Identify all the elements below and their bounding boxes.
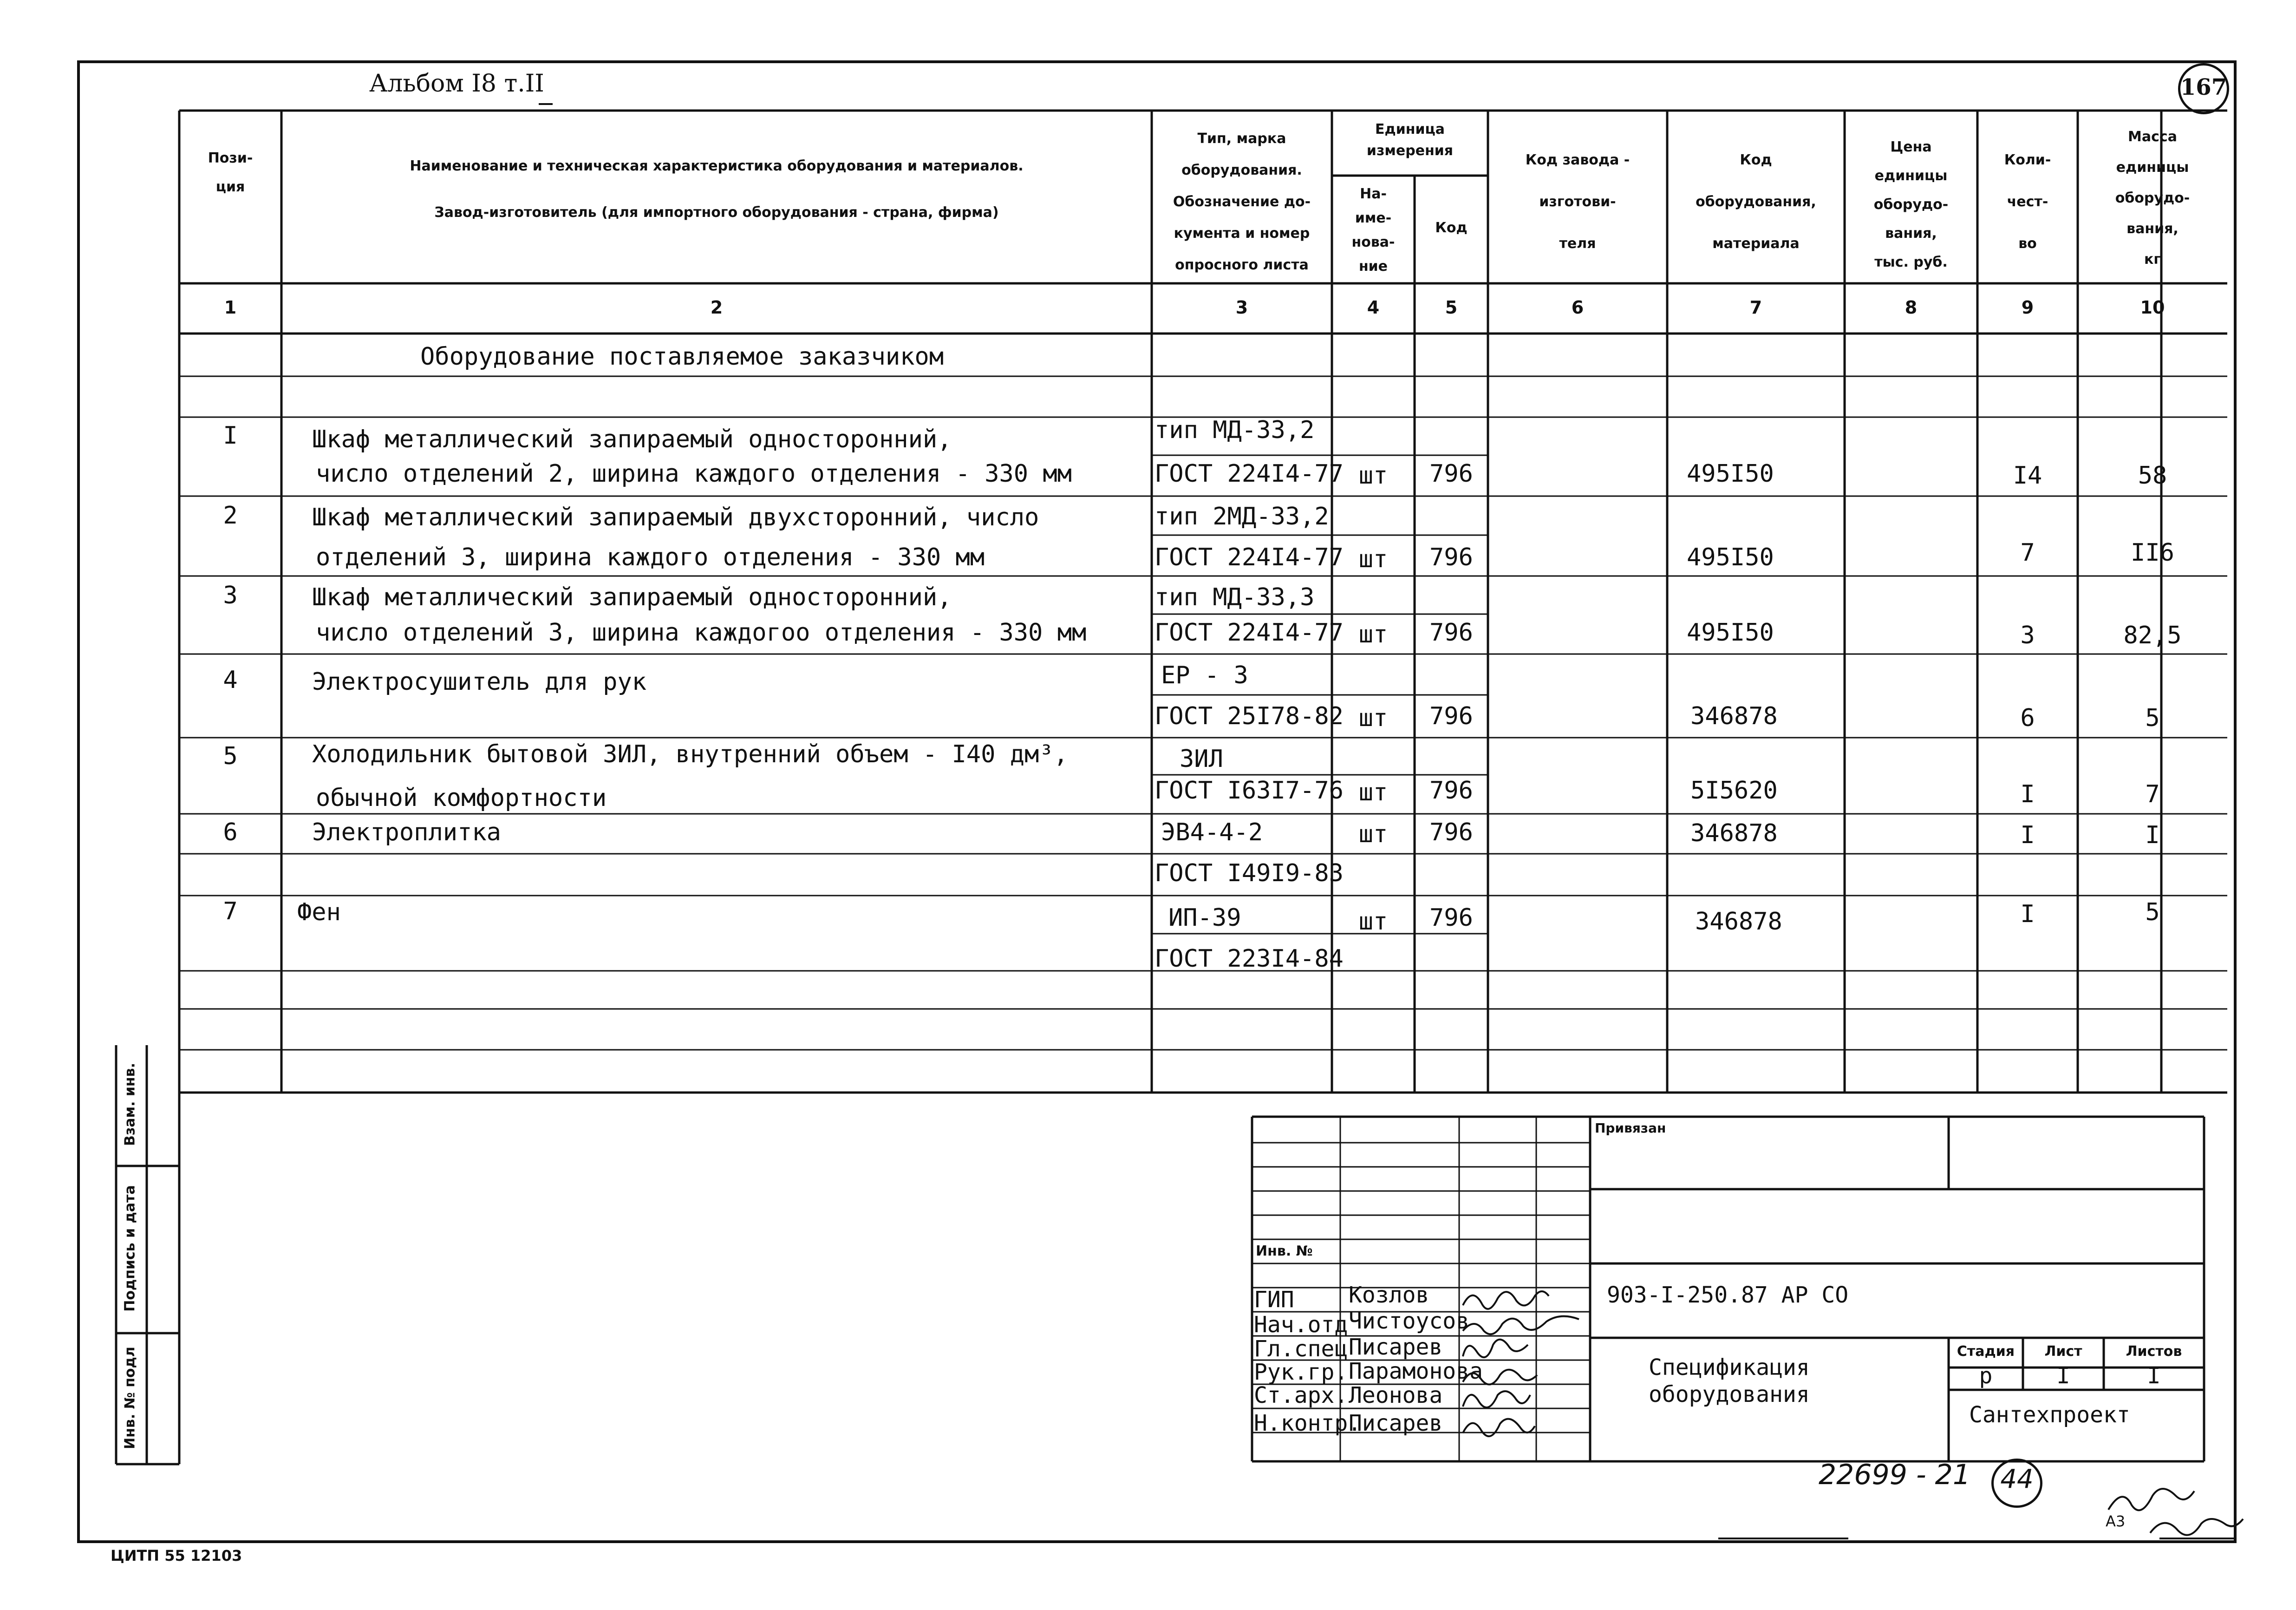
row-quantity: 6 xyxy=(2020,704,2035,732)
staff-role: Нач.отд xyxy=(1254,1312,1348,1338)
row-name: обычной комфортности xyxy=(316,784,607,812)
row-mass: 5 xyxy=(2145,704,2160,732)
row-equipment-code: 495I50 xyxy=(1687,460,1774,488)
sheet-label: Лист xyxy=(2044,1343,2082,1360)
staff-name: Козлов xyxy=(1349,1282,1429,1308)
staff-name: Леонова xyxy=(1349,1382,1443,1408)
row-type: тип МД-33,3 xyxy=(1155,583,1315,611)
header-equipment-code: Код оборудования, материала xyxy=(1696,152,1816,252)
header-mass: Масса единицы оборудо- вания, кг xyxy=(2115,129,2190,268)
signature-scribble xyxy=(2150,1519,2243,1535)
header-unit-group: Единица измерения xyxy=(1366,121,1454,159)
row-code: 796 xyxy=(1429,619,1473,647)
row-quantity: I xyxy=(2020,821,2035,849)
row-name: Фен xyxy=(297,898,341,926)
column-number: 7 xyxy=(1749,297,1762,318)
sheets-label: Листов xyxy=(2126,1343,2182,1360)
header-name-line1: Наименование и техническая характеристика оборудования и материалов. xyxy=(410,158,1024,174)
staff-role: Ст.арх. xyxy=(1254,1382,1348,1408)
stage-value: р xyxy=(1979,1363,1993,1389)
row-position: 6 xyxy=(223,818,238,846)
attached-label: Привязан xyxy=(1595,1120,1666,1136)
row-code: 796 xyxy=(1429,904,1473,932)
row-name: число отделений 2, ширина каждого отделения - 330 мм xyxy=(316,460,1072,488)
row-equipment-code: 5I5620 xyxy=(1690,777,1778,805)
staff-name: Писарев xyxy=(1349,1410,1443,1436)
column-number: 8 xyxy=(1905,297,1918,318)
row-quantity: I4 xyxy=(2013,462,2042,490)
row-quantity: I xyxy=(2020,900,2035,928)
header-quantity: Коли- чест- во xyxy=(2004,152,2051,252)
row-name: Электроплитка xyxy=(312,818,501,846)
row-type: тип 2МД-33,2 xyxy=(1155,503,1329,530)
document-title-line1: Спецификация xyxy=(1649,1355,1810,1381)
header-type: Тип, марка оборудования. Обозначение до- кумента и номер опросного листа xyxy=(1173,131,1311,273)
row-mass: II6 xyxy=(2131,539,2174,567)
header-position: Пози- ция xyxy=(208,150,253,195)
staff-name: Парамонова xyxy=(1349,1358,1483,1384)
sheet-number: 167 xyxy=(2180,74,2227,100)
archive-number: 22699 - 21 xyxy=(1819,1459,1971,1491)
document-code: 903-I-250.87 АР СО xyxy=(1607,1282,1849,1308)
column-number: 3 xyxy=(1235,297,1248,318)
signature-scribble xyxy=(1463,1391,1530,1407)
row-name: Шкаф металлический запираемый односторонний, xyxy=(312,583,952,611)
column-number: 5 xyxy=(1445,297,1458,318)
row-name: Шкаф металлический запираемый двухсторонний, число xyxy=(312,504,1039,531)
row-type: ГОСТ 224I4-77 xyxy=(1155,543,1344,571)
row-position: 7 xyxy=(223,897,238,925)
header-unit-name: На- име- нова- ние xyxy=(1351,186,1395,275)
row-type: ГОСТ 223I4-84 xyxy=(1155,945,1344,973)
row-unit: шт xyxy=(1358,545,1388,573)
staff-role: Н.контр. xyxy=(1254,1410,1362,1436)
paper-format: А3 xyxy=(2106,1512,2126,1530)
column-number: 1 xyxy=(224,297,237,318)
row-position: 3 xyxy=(223,582,238,609)
header-name-line2: Завод-изготовитель (для импортного оборудования - страна, фирма) xyxy=(434,204,999,221)
row-position: 2 xyxy=(223,502,238,530)
sheet-value: I xyxy=(2056,1363,2070,1389)
row-code: 796 xyxy=(1429,818,1473,846)
column-number: 9 xyxy=(2021,297,2034,318)
row-type: тип МД-33,2 xyxy=(1155,416,1315,444)
row-mass: 58 xyxy=(2138,462,2167,490)
row-position: 4 xyxy=(223,666,238,694)
row-type: ЭВ4-4-2 xyxy=(1161,818,1263,846)
row-unit: шт xyxy=(1358,462,1388,490)
row-mass: I xyxy=(2145,821,2160,849)
row-type: ГОСТ 224I4-77 xyxy=(1155,619,1344,647)
album-label: Альбом I8 т.II xyxy=(369,70,544,98)
row-code: 796 xyxy=(1429,543,1473,571)
row-name: Холодильник бытовой ЗИЛ, внутренний объем - I40 дм³, xyxy=(312,740,1068,768)
row-type: ИП-39 xyxy=(1168,904,1241,932)
row-unit: шт xyxy=(1358,820,1388,848)
signature-scribble xyxy=(1463,1291,1549,1309)
row-code: 796 xyxy=(1429,460,1473,488)
document-title-line2: оборудования xyxy=(1649,1381,1810,1407)
row-code: 796 xyxy=(1429,702,1473,730)
row-unit: шт xyxy=(1358,704,1388,732)
row-position: 5 xyxy=(223,742,238,770)
row-name: отделений 3, ширина каждого отделения - 330 мм xyxy=(316,543,985,571)
header-unit-code: Код xyxy=(1435,220,1468,236)
row-type: ГОСТ I49I9-83 xyxy=(1155,859,1344,887)
stage-label: Стадия xyxy=(1957,1343,2015,1360)
footer-code: ЦИТП 55 12103 xyxy=(111,1547,242,1564)
staff-name: Чистоусов xyxy=(1349,1308,1470,1334)
row-quantity: 7 xyxy=(2020,539,2035,567)
row-name: Электросушитель для рук xyxy=(312,668,647,696)
signature-scribble xyxy=(1463,1419,1535,1436)
staff-role: Гл.спец xyxy=(1254,1336,1348,1362)
row-quantity: I xyxy=(2020,780,2035,808)
row-mass: 82,5 xyxy=(2123,622,2182,649)
row-position: I xyxy=(223,422,238,450)
column-number: 2 xyxy=(710,297,723,318)
organization-name: Сантехпроект xyxy=(1969,1402,2130,1428)
row-equipment-code: 495I50 xyxy=(1687,619,1774,647)
row-type: ГОСТ 25I78-82 xyxy=(1155,702,1344,730)
row-unit: шт xyxy=(1358,908,1388,936)
row-type: ГОСТ 224I4-77 xyxy=(1155,460,1344,488)
row-equipment-code: 346878 xyxy=(1690,819,1778,847)
side-stamp-inventory: Инв. № подл xyxy=(122,1347,138,1449)
column-number: 4 xyxy=(1367,297,1380,318)
column-number: 10 xyxy=(2140,297,2165,318)
row-unit: шт xyxy=(1358,621,1388,648)
signature-scribble xyxy=(1463,1370,1537,1385)
inventory-label: Инв. № xyxy=(1256,1243,1313,1259)
section-title: Оборудование поставляемое заказчиком xyxy=(420,343,944,371)
signature-scribble xyxy=(1463,1340,1528,1357)
row-type: ЕР - 3 xyxy=(1161,661,1248,689)
column-number: 6 xyxy=(1571,297,1584,318)
row-mass: 5 xyxy=(2145,898,2160,926)
row-mass: 7 xyxy=(2145,780,2160,808)
row-name: число отделений 3, ширина каждогоо отделения - 330 мм xyxy=(316,619,1087,647)
sheets-value: I xyxy=(2147,1363,2161,1389)
side-stamp-replacement: Взам. инв. xyxy=(122,1062,138,1146)
row-equipment-code: 346878 xyxy=(1695,908,1782,936)
staff-role: Рук.гр. xyxy=(1254,1359,1348,1385)
row-code: 796 xyxy=(1429,777,1473,805)
row-type: ГОСТ I63I7-76 xyxy=(1155,777,1344,805)
signature-scribble xyxy=(1463,1316,1579,1335)
row-unit: шт xyxy=(1358,779,1388,806)
header-price: Цена единицы оборудо- вания, тыс. руб. xyxy=(1873,139,1949,270)
staff-role: ГИП xyxy=(1254,1287,1294,1313)
row-equipment-code: 346878 xyxy=(1690,702,1778,730)
circled-number: 44 xyxy=(2000,1464,2034,1494)
signature-scribble xyxy=(2108,1489,2194,1510)
header-factory-code: Код завода - изготови- теля xyxy=(1525,152,1630,252)
side-stamp-signature: Подпись и дата xyxy=(122,1185,138,1312)
row-equipment-code: 495I50 xyxy=(1687,543,1774,571)
staff-name: Писарев xyxy=(1349,1334,1443,1360)
row-quantity: 3 xyxy=(2020,622,2035,649)
row-name: Шкаф металлический запираемый односторонний, xyxy=(312,425,952,453)
row-type: ЗИЛ xyxy=(1180,745,1223,773)
